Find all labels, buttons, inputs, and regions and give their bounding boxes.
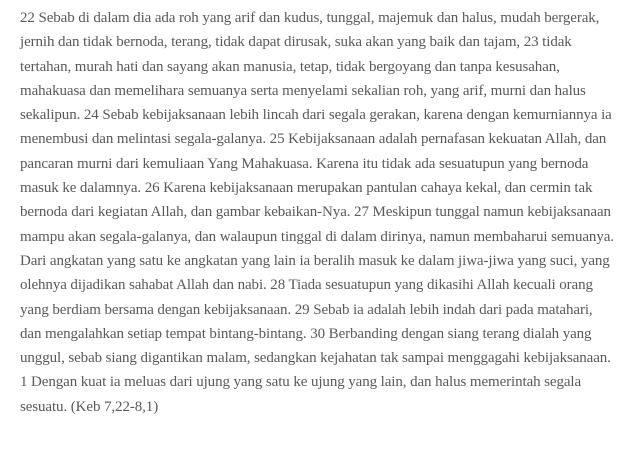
scripture-paragraph xyxy=(20,6,617,419)
scripture-citation: (Keb 7,22-8,1) xyxy=(70,398,159,415)
scripture-text: 22 Sebab di dalam dia ada roh yang arif dan kudus, tunggal, majemuk dan halus, mudah bergerak, jernih dan tidak bernoda, terang, tidak dapat dirusak, suka akan yang baik dan tajam, 23 tidak tertahan, murah hati dan sayang akan manusia, tetap, tidak bergoyang dan tanpa kesusahan, mahakuasa dan memelihara semuanya serta menyelami sekalian roh, yang arif, murni dan halus sekalipun. 24 Sebab kebijaksanaan lebih lincah dari segala gerakan, karena dengan kemurniannya ia menembusi dan melintasi segala-galanya. 25 Kebijaksanaan adalah pernafasan kekuatan Allah, dan pancaran murni dari kemuliaan Yang Mahakuasa. Karena itu tidak ada sesuatupun yang bernoda masuk ke dalamnya. 26 Karena kebijaksanaan merupakan pantulan cahaya kekal, dan cermin tak bernoda dari kegiatan Allah, dan gambar kebaikan-Nya. 27 Meskipun tunggal namun kebijaksanaan mampu akan segala-galanya, dan walaupun tinggal di dalam dirinya, namun membaharui semuanya. Dari angkatan yang satu ke angkatan yang lain ia beralih masuk ke dalam jiwa-jiwa yang suci, yang olehnya dijadikan sahabat Allah dan nabi. 28 Tiada sesuatupun yang dikasihi Allah kecuali orang yang berdiam bersama dengan kebijaksanaan. 29 Sebab ia adalah lebih indah dari pada matahari, dan mengalahkan setiap tempat bintang-bintang. 30 Berbanding dengan siang terang dialah yang unggul, sebab siang digantikan malam, sedangkan kejahatan tak sampai menggagahi kebijaksanaan. 1 Dengan kuat ia meluas dari ujung yang satu ke ujung yang lain, dan halus memerintah segala sesuatu. xyxy=(20,10,614,415)
